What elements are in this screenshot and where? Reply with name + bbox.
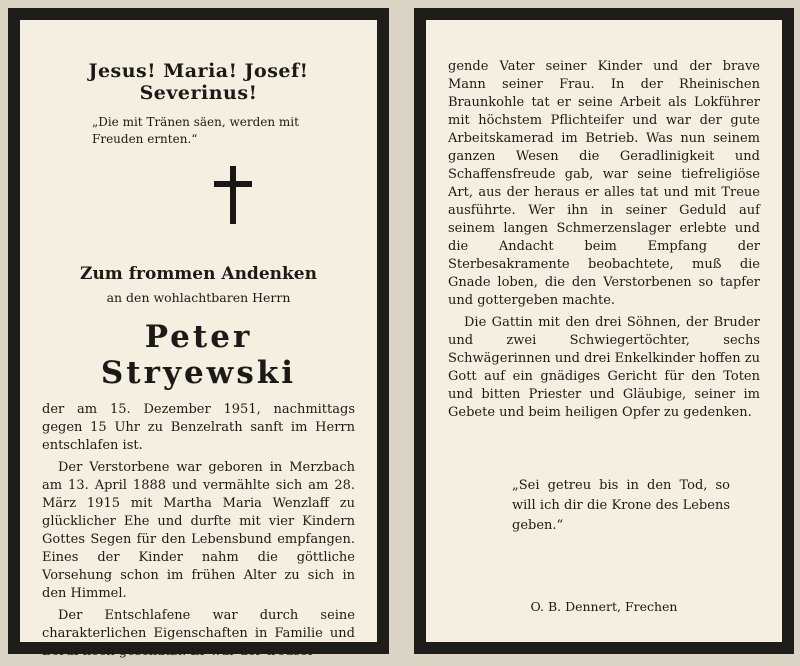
printer-imprint: O. B. Dennert, Frechen bbox=[530, 599, 678, 614]
remembrance-heading: Zum frommen Andenken bbox=[80, 264, 317, 284]
invocation: Jesus! Maria! Josef! Severinus! bbox=[88, 60, 309, 104]
motto-quote: „Die mit Tränen säen, werden mit Freuden ernten.“ bbox=[92, 115, 299, 146]
remembrance-subheading: an den wohlachtbaren Herrn bbox=[106, 290, 291, 305]
cross-icon bbox=[42, 166, 355, 236]
paragraph-mourners: Die Gattin mit den drei Söhnen, der Bruder und zwei Schwiegertöchter, sechs Schwägerinnen und drei Enkelkinder hoffen zu Gott auf ein gnädiges Gericht für den Toten und bitten Priester und Gläubige, seiner im Gebete und beim heiligen Opfer zu gedenken. bbox=[448, 315, 760, 420]
closing-bible-quote: „Sei getreu bis in den Tod, so will ich dir die Krone des Lebens geben.“ bbox=[512, 478, 730, 533]
memorial-card-left-page bbox=[8, 8, 389, 659]
paragraph-life-work: gende Vater seiner Kinder und der brave Mann seiner Frau. In der Rheinischen Braunkohle tat er seine Arbeit als Lokführer mit höchstem Pflichteifer und war der gute Arbeitskamerad im Betrieb. Was nun seinem ganzen Wesen die Geradlinigkeit und Schaffensfreude gab, war seine tiefreligiöse Art, aus der heraus er alles tat und mit Treue ausführte. Wer ihn in seiner Geduld auf seinem langen Schmerzenslager erlebte und die Andacht beim Empfang der Sterbesakramente beobachtete, muß die Gnade loben, die den Verstorbenen so tapfer und gottergeben machte. bbox=[448, 59, 760, 308]
deceased-name: Peter Stryewski bbox=[100, 319, 297, 391]
paragraph-death-notice: der am 15. Dezember 1951, nachmittags gegen 15 Uhr zu Benzelrath sanft im Herrn entschlafen ist. bbox=[42, 402, 355, 453]
memorial-card-right-page bbox=[414, 8, 794, 654]
paragraph-biography: Der Verstorbene war geboren in Merzbach am 13. April 1888 und vermählte sich am 28. März 1915 mit Martha Maria Wenzlaff zu glücklicher Ehe und durfte mit vier Kindern Gottes Segen für den Lebensbund empfangen. Eines der Kinder nahm die göttliche Vorsehung schon im frühen Alter zu sich in den Himmel. bbox=[42, 460, 355, 601]
paragraph-character: Der Entschlafene war durch seine charakterlichen Eigenschaften in Familie und Beruf hoch geschätzt. Er war der treusor- bbox=[42, 608, 355, 659]
